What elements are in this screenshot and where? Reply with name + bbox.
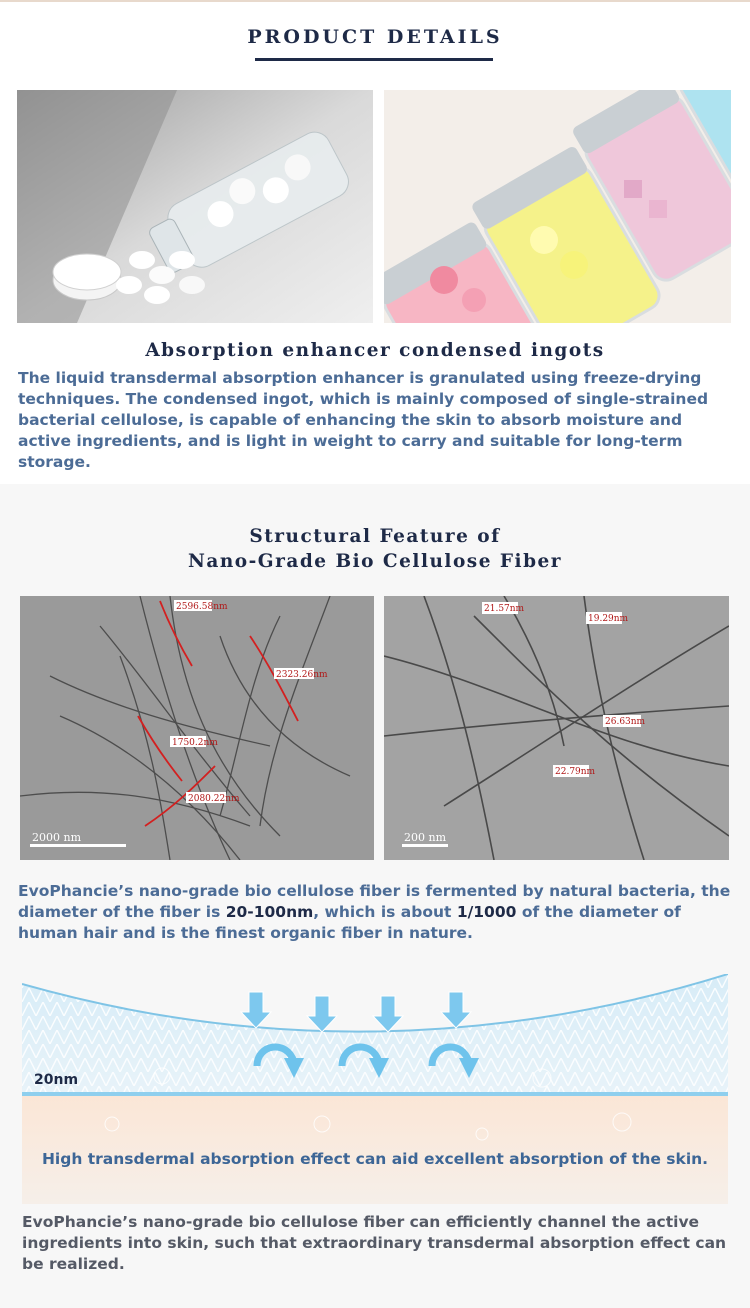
micro-label-5: 21.57nm [484, 604, 525, 614]
white-tablets-photo [17, 90, 373, 323]
micro-label-6: 19.29nm [588, 614, 629, 624]
section1-heading: Absorption enhancer condensed ingots [145, 340, 605, 361]
micro-label-1: 2596.58nm [176, 602, 228, 612]
fiber-ratio-value: 1/1000 [456, 903, 517, 921]
micro-label-8: 22.79nm [555, 767, 596, 777]
scale-label-right: 200 nm [404, 831, 447, 844]
fiber-diameter-value: 20-100nm [225, 903, 314, 921]
footer-paragraph: EvoPhancie’s nano-grade bio cellulose fiber can efficiently channel the active ingredients into skin, such that extraordinary transdermal absorption effect can be realized. [22, 1213, 727, 1273]
micro-label-2: 2323.26nm [276, 670, 328, 680]
micro-label-7: 26.63nm [605, 717, 646, 727]
section2-heading-line1: Structural Feature of [249, 526, 501, 547]
micrograph-left [20, 596, 374, 860]
section2-paragraph-part1: EvoPhancie’s nano-grade bio cellulose fiber is fermented by natural bacteria, the diameter of the fiber is [18, 882, 731, 921]
scale-label-left: 2000 nm [32, 831, 82, 844]
colored-ingots-photo [384, 90, 731, 323]
micrograph-right [384, 596, 729, 860]
section2-paragraph [18, 881, 734, 944]
section2-paragraph-part2: , which is about [313, 903, 457, 921]
diagram-caption: High transdermal absorption effect can aid excellent absorption of the skin. [41, 1150, 709, 1168]
section1-paragraph: The liquid transdermal absorption enhancer is granulated using freeze-drying techniques. The condensed ingot, which is mainly composed of single-strained bacterial cellulose, is capable of enhancing the skin to absorb moisture and active ingredients, and is light in weight to carry and suitable for long-term storage. [18, 369, 709, 471]
section2-paragraph-part3: of the diameter of human hair and is the finest organic fiber in nature. [18, 903, 681, 942]
section2-heading-line2: Nano-Grade Bio Cellulose Fiber [187, 551, 563, 572]
micro-label-3: 1750.2nm [172, 738, 218, 748]
page-title: PRODUCT DETAILS [247, 26, 503, 48]
top-divider [0, 0, 750, 2]
micro-label-4: 2080.22nm [188, 794, 240, 804]
thickness-label: 20nm [34, 1072, 79, 1088]
title-underline [255, 58, 493, 61]
absorption-diagram [22, 974, 728, 1204]
